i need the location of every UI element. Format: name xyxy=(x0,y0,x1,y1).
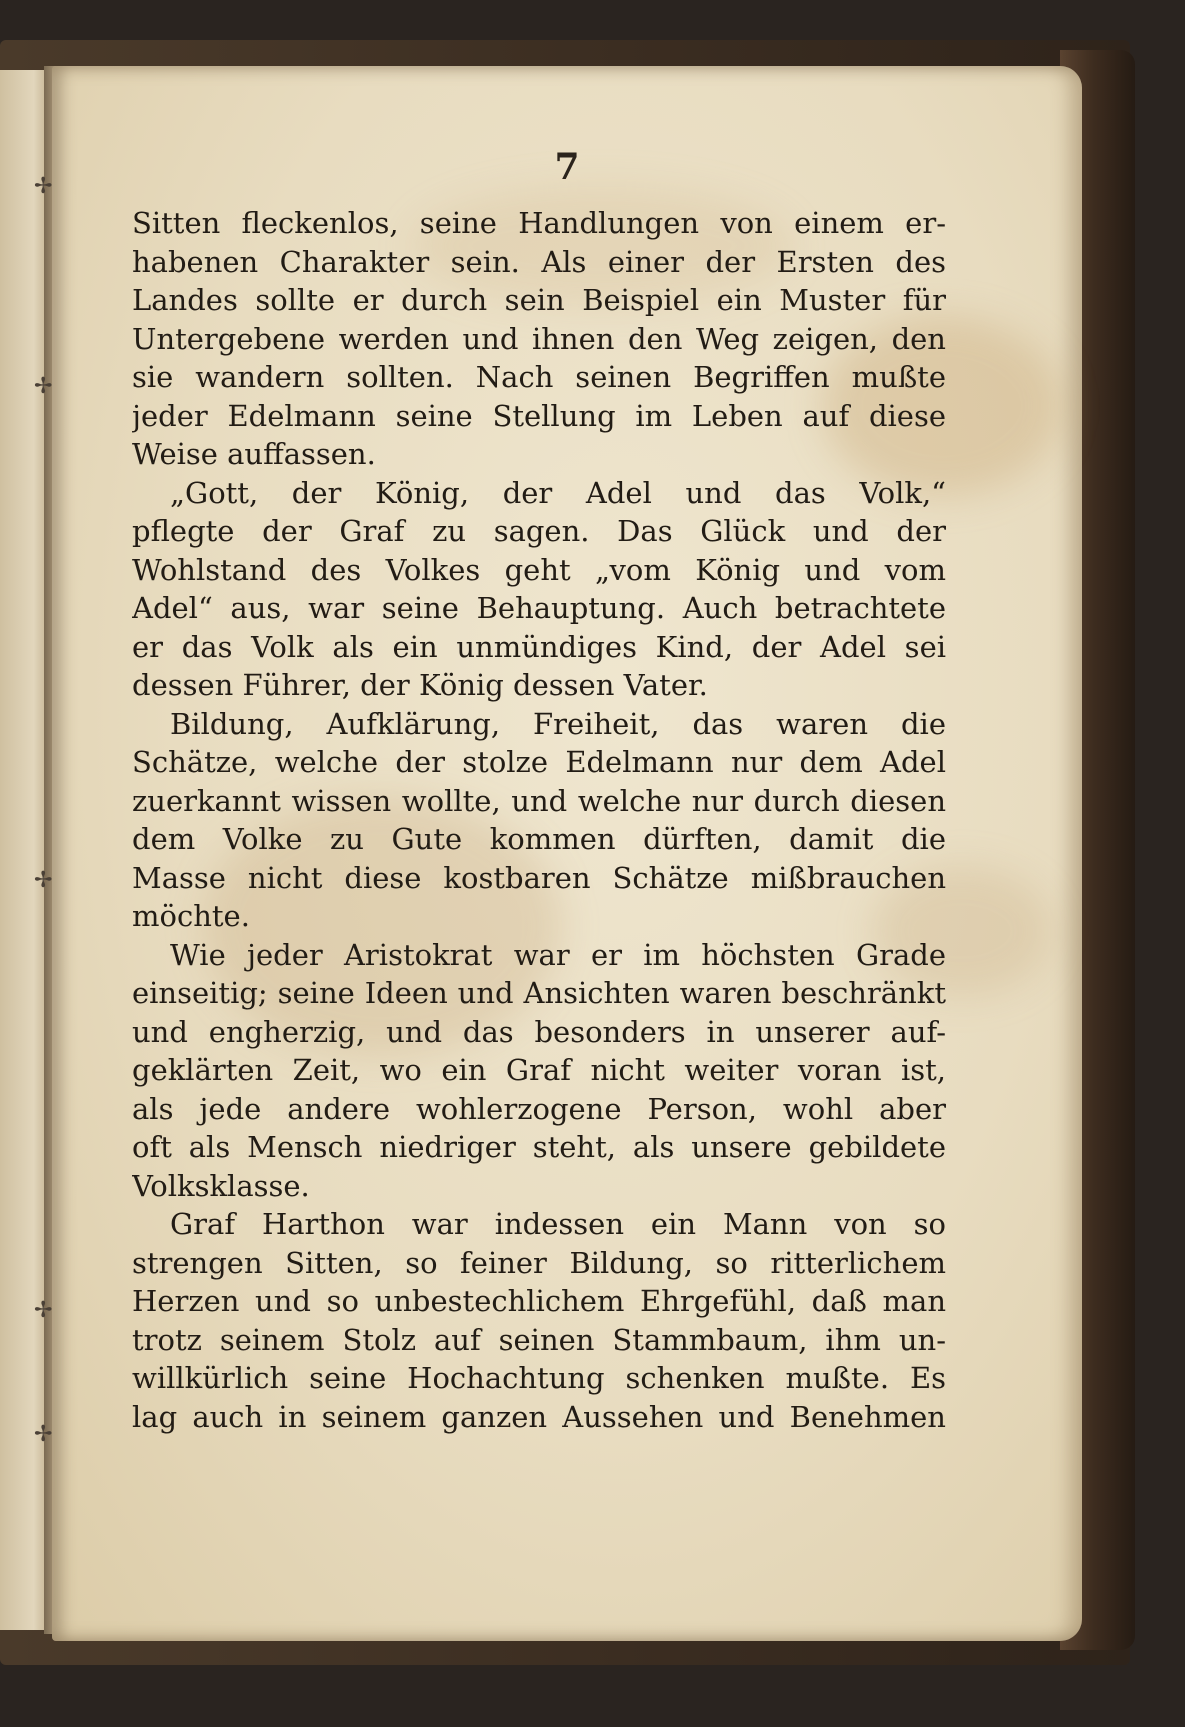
text-line: trotz seinem Stolz auf seinen Stammbaum, ihm un- xyxy=(132,1322,946,1357)
text-line: dem Volke zu Gute kommen dürften, damit die xyxy=(132,822,946,856)
text-line: geklärten Zeit, wo ein Graf nicht weiter voran ist, xyxy=(132,1053,946,1087)
text-line: Masse nicht diese kostbaren Schätze mißbrauchen xyxy=(132,860,946,895)
text-line: Sitten fleckenlos, seine Handlungen von einem er- xyxy=(132,206,946,240)
margin-mark: ✢ xyxy=(34,374,53,399)
text-line: willkürlich seine Hochachtung schenken mußte. Es xyxy=(132,1361,946,1395)
text-line: Herzen und so unbestechlichem Ehrgefühl, daß man xyxy=(132,1284,946,1318)
text-line: pflegte der Graf zu sagen. Das Glück und der xyxy=(132,514,946,548)
text-line: oft als Mensch niedriger steht, als unsere gebildete xyxy=(132,1130,946,1164)
text-line: zuerkannt wissen wollte, und welche nur durch diesen xyxy=(132,783,946,818)
text-line: sie wandern sollten. Nach seinen Begriffen mußte xyxy=(132,360,946,394)
margin-mark: ✢ xyxy=(34,174,53,199)
text-line: Schätze, welche der stolze Edelmann nur dem Adel xyxy=(132,745,946,779)
text-line: dessen Führer, der König dessen Vater. xyxy=(132,668,708,702)
margin-mark: ✢ xyxy=(34,868,53,893)
body-text xyxy=(132,204,946,1436)
text-line: strengen Sitten, so feiner Bildung, so ritterlichem xyxy=(132,1245,946,1280)
book-page xyxy=(52,66,1082,1641)
text-line: Landes sollte er durch sein Beispiel ein Muster für xyxy=(132,283,946,317)
text-line: jeder Edelmann seine Stellung im Leben auf diese xyxy=(132,398,946,433)
text-line: Weise auffassen. xyxy=(132,437,376,471)
facing-page-edge xyxy=(0,70,49,1630)
text-line: Wohlstand des Volkes geht „vom König und vom xyxy=(132,552,946,587)
text-line: Volksklasse. xyxy=(132,1168,310,1203)
text-line: er das Volk als ein unmündiges Kind, der Adel sei xyxy=(132,629,946,664)
text-line: Graf Harthon war indessen ein Mann von so xyxy=(170,1207,946,1241)
text-line: Bildung, Aufklärung, Freiheit, das waren die xyxy=(170,706,946,741)
text-line: einseitig; seine Ideen und Ansichten waren beschränkt xyxy=(132,976,946,1010)
text-line: möchte. xyxy=(132,899,250,933)
text-line: Wie jeder Aristokrat war er im höchsten Grade xyxy=(170,937,946,972)
text-line: lag auch in seinem ganzen Aussehen und Benehmen xyxy=(132,1399,946,1434)
margin-mark: ✢ xyxy=(34,1298,53,1323)
text-line: „Gott, der König, der Adel und das Volk,“ xyxy=(170,475,946,510)
text-line: habenen Charakter sein. Als einer der Ersten des xyxy=(132,244,946,279)
text-line: als jede andere wohlerzogene Person, wohl aber xyxy=(132,1091,946,1126)
margin-mark: ✢ xyxy=(34,1422,53,1447)
page-number: 7 xyxy=(554,146,580,188)
text-line: Adel“ aus, war seine Behauptung. Auch betrachtete xyxy=(132,591,946,625)
text-line: Untergebene werden und ihnen den Weg zeigen, den xyxy=(132,321,946,356)
text-line: und engherzig, und das besonders in unserer auf- xyxy=(132,1014,946,1049)
